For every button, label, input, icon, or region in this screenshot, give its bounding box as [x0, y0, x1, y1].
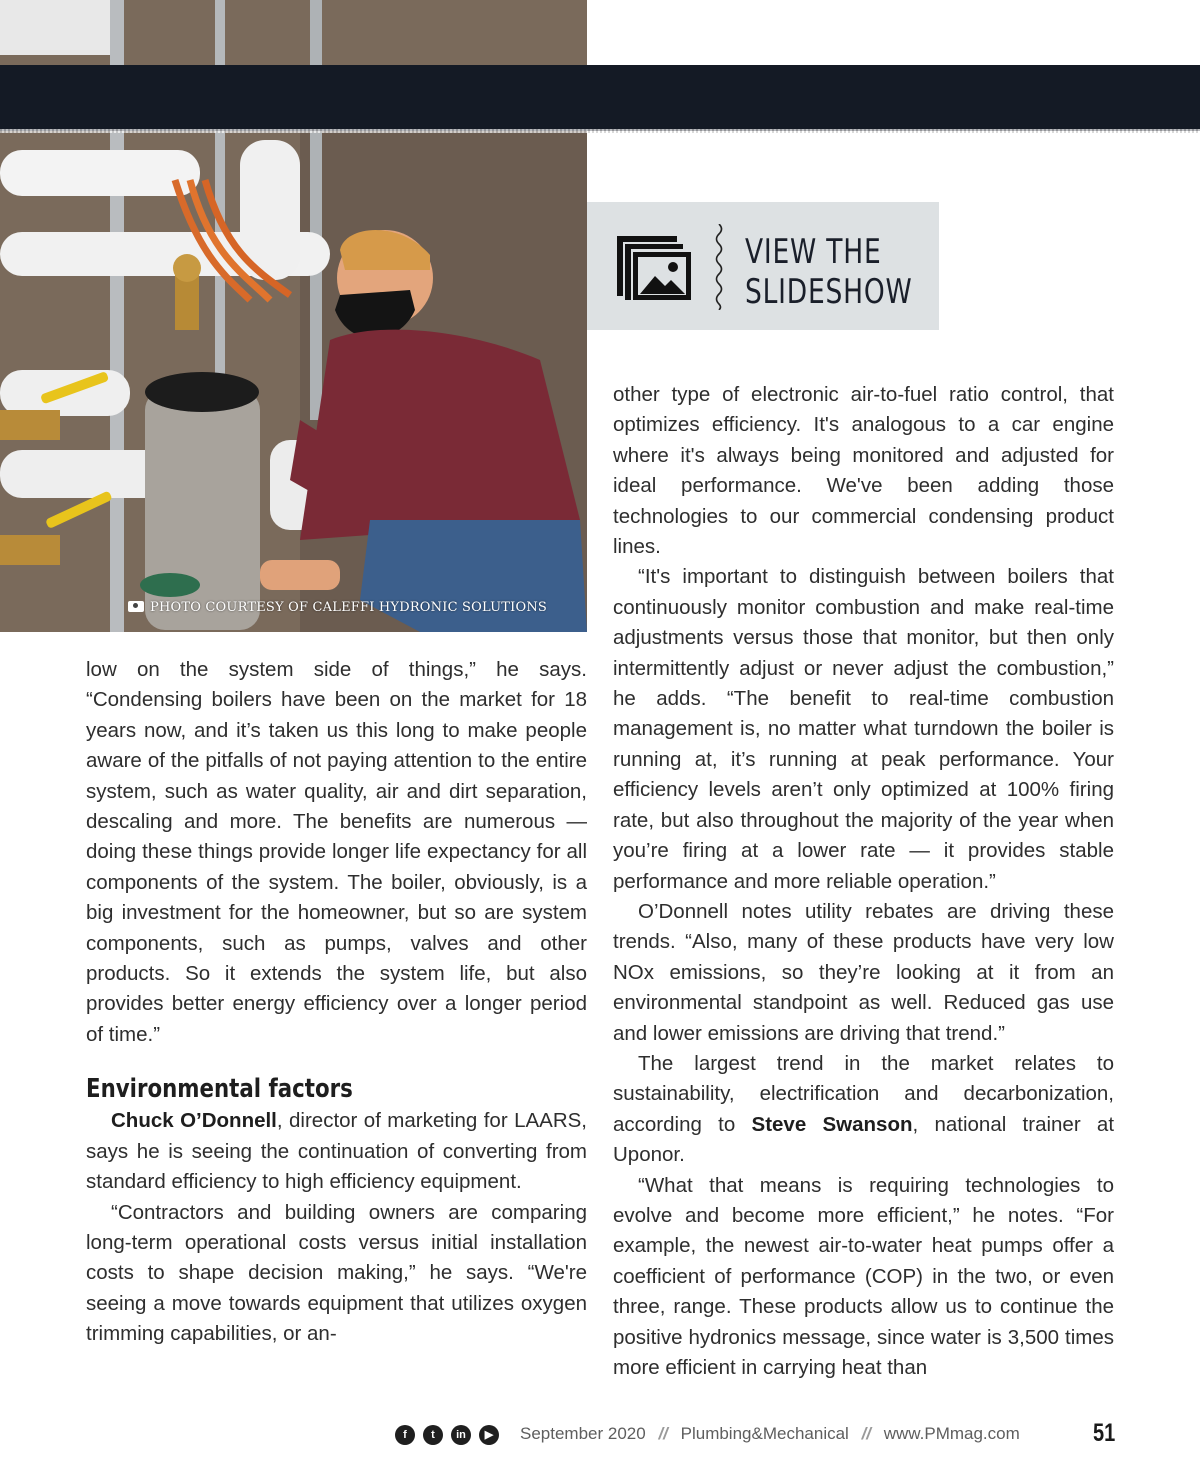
- paragraph-text: , national trainer at Uponor.: [613, 1112, 1115, 1167]
- paragraph-text: , director of marketing for LAARS, says he is seeing the continuation of converting from standard efficiency to high efficiency equipment.: [86, 1109, 588, 1194]
- banner-edge-divider: [0, 129, 1200, 133]
- issue-date: September 2020: [520, 1424, 646, 1443]
- youtube-icon[interactable]: ▶: [479, 1425, 499, 1445]
- facebook-icon[interactable]: f: [395, 1425, 415, 1445]
- twitter-icon[interactable]: t: [423, 1425, 443, 1445]
- paragraph: “What that means is requiring technologies to evolve and become more efficient,” he notes. “For example, the newest air-to-water heat pumps offer a coefficient of performance (COP) in the two, or even three, range. These products allow us to continue the positive hydronics message, since water is 3,500 times more efficient in carrying heat than: [613, 1173, 1114, 1379]
- social-icons: [395, 1425, 499, 1445]
- right-text-column: [613, 380, 1114, 1383]
- left-text-column: [86, 655, 587, 1350]
- view-slideshow-button[interactable]: [587, 202, 939, 330]
- page-number: 51: [1093, 1419, 1116, 1447]
- photo-caption-text: PHOTO COURTESY OF CALEFFI HYDRONIC SOLUTIONS: [150, 600, 548, 615]
- slideshow-line2: SLIDESHOW: [745, 272, 913, 312]
- paragraph: [613, 1049, 1114, 1171]
- person-name: Chuck O’Donnell: [111, 1109, 277, 1133]
- person-name: Steve Swanson: [751, 1112, 913, 1136]
- paragraph-text: The largest trend in the market relates to sustainability, electrification and decarbonization, according to: [613, 1051, 1114, 1136]
- paragraph: [86, 1106, 587, 1197]
- paragraph: other type of electronic air-to-fuel ratio control, that optimizes efficiency. It's analogous to a car engine where it's always being monitored and adjusted for ideal performance. We've been adding those technologies to our commercial condensing product lines.: [613, 383, 1114, 559]
- image-gallery-icon: [615, 232, 695, 302]
- photo-caption: [128, 600, 547, 615]
- slideshow-label: [745, 232, 913, 312]
- linkedin-icon[interactable]: in: [451, 1425, 471, 1445]
- website-link[interactable]: www.PMmag.com: [883, 1424, 1020, 1443]
- paragraph: “Contractors and building owners are comparing long-term operational costs versus initial installation costs to shape decision making,” he says. “We're seeing a move towards equipment that utilizes oxygen trimming capabilities, or an-: [86, 1200, 587, 1346]
- paragraph: O’Donnell notes utility rebates are driving these trends. “Also, many of these products have very low NOx emissions, so they’re looking at it from an environmental standpoint as well. Reduced gas use and lower emissions are driving that trend.”: [613, 899, 1114, 1045]
- page-footer: [390, 1420, 1120, 1450]
- footer-separator: //: [861, 1424, 872, 1443]
- section-heading: Environmental factors: [86, 1074, 353, 1105]
- paragraph: “It's important to distinguish between boilers that continuously monitor combustion and make real-time adjustments versus those that monitor, but then only intermittently adjust or never adjust the combustion,” he adds. “The benefit to real-time combustion management is, no matter what turndown the boiler is running at, it’s running at peak performance. Your efficiency levels aren’t only optimized at 100% firing rate, but also throughout the majority of the year when you’re firing at a lower rate — it provides stable performance and more reliable operation.”: [613, 565, 1114, 893]
- footer-separator: //: [658, 1424, 668, 1443]
- publication-name: Plumbing&Mechanical: [680, 1424, 849, 1443]
- slideshow-line1: VIEW THE: [745, 232, 882, 272]
- wavy-divider: [713, 224, 725, 310]
- header-banner: [0, 65, 1200, 131]
- footer-info: [520, 1424, 1020, 1444]
- camera-icon: [128, 601, 144, 612]
- paragraph: low on the system side of things,” he says. “Condensing boilers have been on the market for 18 years now, and it’s taken us this long to make people aware of the pitfalls of not paying attention to the entire system, such as water quality, air and dirt separation, descaling and more. The benefits are numerous —doing these things provide longer life expectancy for all components of the system. The boiler, obviously, is a big investment for the homeowner, but so are system components, such as pumps, valves and other products. So it extends the system life, but also provides better energy efficiency over a longer period of time.”: [86, 658, 587, 1046]
